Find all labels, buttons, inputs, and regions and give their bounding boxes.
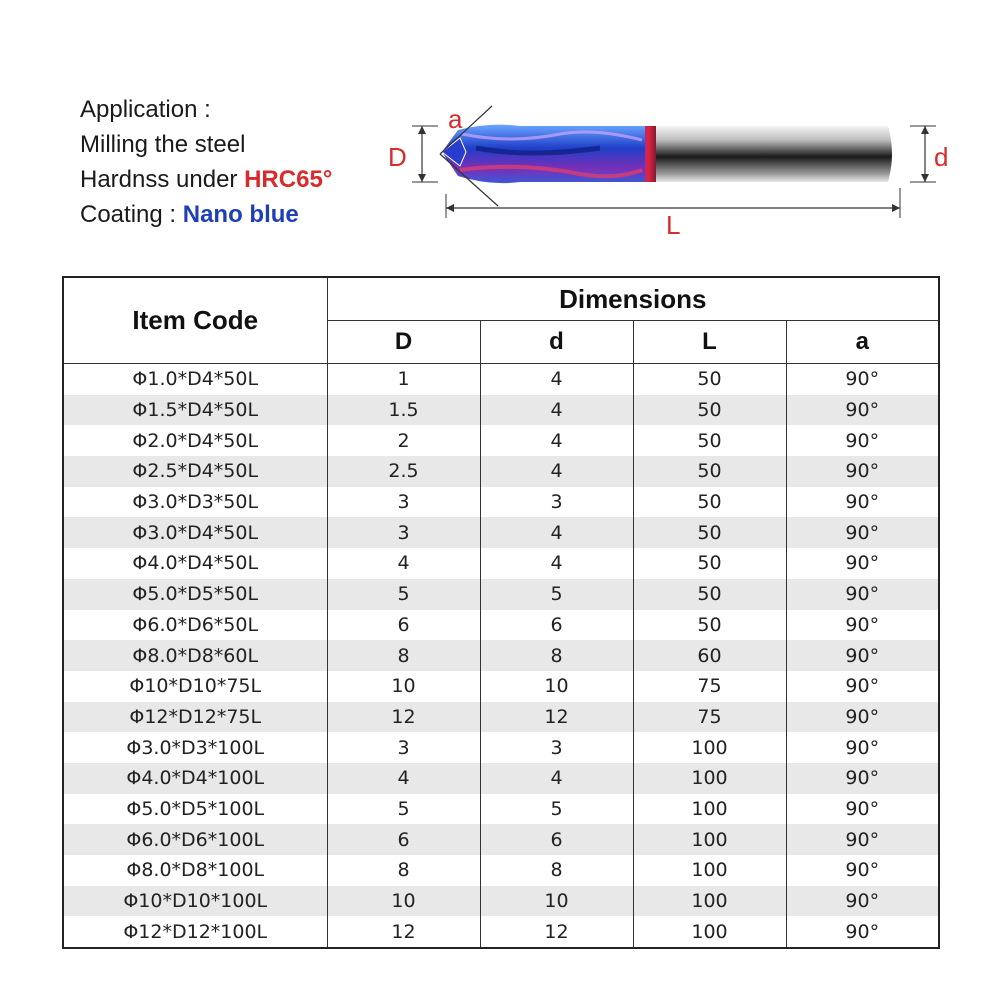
D-cell: 12 <box>327 702 480 733</box>
item-code-cell: Φ6.0*D6*100L <box>63 824 327 855</box>
item-code-cell: Φ2.0*D4*50L <box>63 425 327 456</box>
application-info <box>80 92 332 232</box>
a-cell: 90° <box>786 855 939 886</box>
L-cell: 50 <box>633 517 786 548</box>
table-row <box>63 395 939 426</box>
a-cell: 90° <box>786 763 939 794</box>
dimension-table <box>62 276 940 949</box>
a-cell: 90° <box>786 456 939 487</box>
item-code-cell: Φ8.0*D8*60L <box>63 640 327 671</box>
a-cell: 90° <box>786 548 939 579</box>
D-cell: 3 <box>327 487 480 518</box>
item-code-cell: Φ1.0*D4*50L <box>63 364 327 395</box>
table-row <box>63 824 939 855</box>
d-cell: 5 <box>480 794 633 825</box>
table-row <box>63 763 939 794</box>
a-cell: 90° <box>786 610 939 641</box>
d-cell: 6 <box>480 824 633 855</box>
a-cell: 90° <box>786 732 939 763</box>
hrc-value: HRC65° <box>244 166 333 193</box>
L-cell: 100 <box>633 916 786 948</box>
D-cell: 1.5 <box>327 395 480 426</box>
L-cell: 100 <box>633 794 786 825</box>
d-cell: 10 <box>480 886 633 917</box>
a-cell: 90° <box>786 487 939 518</box>
table-row <box>63 640 939 671</box>
L-cell: 100 <box>633 763 786 794</box>
L-cell: 75 <box>633 702 786 733</box>
tool-drawing <box>380 100 980 245</box>
L-cell: 100 <box>633 855 786 886</box>
col-header-L: L <box>633 321 786 364</box>
table-body <box>63 364 939 949</box>
L-cell: 100 <box>633 886 786 917</box>
label-D: D <box>388 142 407 172</box>
a-cell: 90° <box>786 886 939 917</box>
d-cell: 4 <box>480 425 633 456</box>
d-cell: 3 <box>480 732 633 763</box>
item-code-cell: Φ10*D10*100L <box>63 886 327 917</box>
d-cell: 6 <box>480 610 633 641</box>
coating-line <box>80 197 332 232</box>
D-cell: 5 <box>327 579 480 610</box>
D-cell: 4 <box>327 548 480 579</box>
d-cell: 10 <box>480 671 633 702</box>
table-row <box>63 487 939 518</box>
table-row <box>63 364 939 395</box>
item-code-cell: Φ5.0*D5*100L <box>63 794 327 825</box>
L-cell: 50 <box>633 395 786 426</box>
L-cell: 75 <box>633 671 786 702</box>
table-row <box>63 548 939 579</box>
d-cell: 8 <box>480 855 633 886</box>
label-L: L <box>666 210 681 240</box>
D-cell: 3 <box>327 732 480 763</box>
L-cell: 50 <box>633 456 786 487</box>
item-code-cell: Φ10*D10*75L <box>63 671 327 702</box>
d-cell: 12 <box>480 702 633 733</box>
a-cell: 90° <box>786 640 939 671</box>
L-cell: 100 <box>633 732 786 763</box>
shank-shape <box>645 126 892 182</box>
D-cell: 8 <box>327 640 480 671</box>
L-cell: 60 <box>633 640 786 671</box>
D-cell: 5 <box>327 794 480 825</box>
a-cell: 90° <box>786 517 939 548</box>
coating-label: Coating : <box>80 201 177 228</box>
d-cell: 3 <box>480 487 633 518</box>
table-row <box>63 916 939 948</box>
col-header-d: d <box>480 321 633 364</box>
D-cell: 8 <box>327 855 480 886</box>
label-a: a <box>448 104 463 134</box>
table-row <box>63 732 939 763</box>
table-row <box>63 702 939 733</box>
application-title: Application : <box>80 96 211 123</box>
table-row <box>63 610 939 641</box>
table-row <box>63 886 939 917</box>
a-cell: 90° <box>786 425 939 456</box>
coating-value: Nano blue <box>182 201 299 228</box>
d-cell: 4 <box>480 364 633 395</box>
a-cell: 90° <box>786 702 939 733</box>
D-cell: 10 <box>327 671 480 702</box>
table-row <box>63 456 939 487</box>
a-cell: 90° <box>786 824 939 855</box>
item-code-cell: Φ3.0*D3*50L <box>63 487 327 518</box>
D-cell: 3 <box>327 517 480 548</box>
a-cell: 90° <box>786 364 939 395</box>
D-cell: 2.5 <box>327 456 480 487</box>
D-cell: 2 <box>327 425 480 456</box>
item-code-cell: Φ12*D12*100L <box>63 916 327 948</box>
item-code-cell: Φ3.0*D4*50L <box>63 517 327 548</box>
item-code-cell: Φ1.5*D4*50L <box>63 395 327 426</box>
a-cell: 90° <box>786 671 939 702</box>
a-cell: 90° <box>786 579 939 610</box>
L-cell: 100 <box>633 824 786 855</box>
table-row <box>63 671 939 702</box>
D-cell: 4 <box>327 763 480 794</box>
application-line-2 <box>80 162 332 197</box>
d-cell: 5 <box>480 579 633 610</box>
item-code-cell: Φ2.5*D4*50L <box>63 456 327 487</box>
item-code-header: Item Code <box>63 277 327 364</box>
dimensions-header: Dimensions <box>327 277 939 321</box>
L-cell: 50 <box>633 610 786 641</box>
table-row <box>63 855 939 886</box>
a-cell: 90° <box>786 916 939 948</box>
table-row <box>63 425 939 456</box>
d-cell: 4 <box>480 548 633 579</box>
L-cell: 50 <box>633 364 786 395</box>
table-row <box>63 579 939 610</box>
a-cell: 90° <box>786 395 939 426</box>
item-code-cell: Φ8.0*D8*100L <box>63 855 327 886</box>
item-code-cell: Φ4.0*D4*50L <box>63 548 327 579</box>
item-code-cell: Φ4.0*D4*100L <box>63 763 327 794</box>
item-code-cell: Φ12*D12*75L <box>63 702 327 733</box>
d-cell: 4 <box>480 763 633 794</box>
L-cell: 50 <box>633 425 786 456</box>
d-cell: 4 <box>480 517 633 548</box>
D-cell: 6 <box>327 610 480 641</box>
table-row <box>63 517 939 548</box>
d-cell: 4 <box>480 395 633 426</box>
D-cell: 1 <box>327 364 480 395</box>
item-code-cell: Φ3.0*D3*100L <box>63 732 327 763</box>
col-header-a: a <box>786 321 939 364</box>
table-row <box>63 794 939 825</box>
a-cell: 90° <box>786 794 939 825</box>
D-cell: 12 <box>327 916 480 948</box>
D-cell: 10 <box>327 886 480 917</box>
label-d: d <box>934 142 949 172</box>
d-cell: 8 <box>480 640 633 671</box>
col-header-D: D <box>327 321 480 364</box>
L-cell: 50 <box>633 487 786 518</box>
D-cell: 6 <box>327 824 480 855</box>
hardness-prefix: Hardnss under <box>80 166 245 193</box>
item-code-cell: Φ6.0*D6*50L <box>63 610 327 641</box>
item-code-cell: Φ5.0*D5*50L <box>63 579 327 610</box>
d-cell: 4 <box>480 456 633 487</box>
d-cell: 12 <box>480 916 633 948</box>
L-cell: 50 <box>633 579 786 610</box>
application-line-1: Milling the steel <box>80 131 246 158</box>
L-cell: 50 <box>633 548 786 579</box>
